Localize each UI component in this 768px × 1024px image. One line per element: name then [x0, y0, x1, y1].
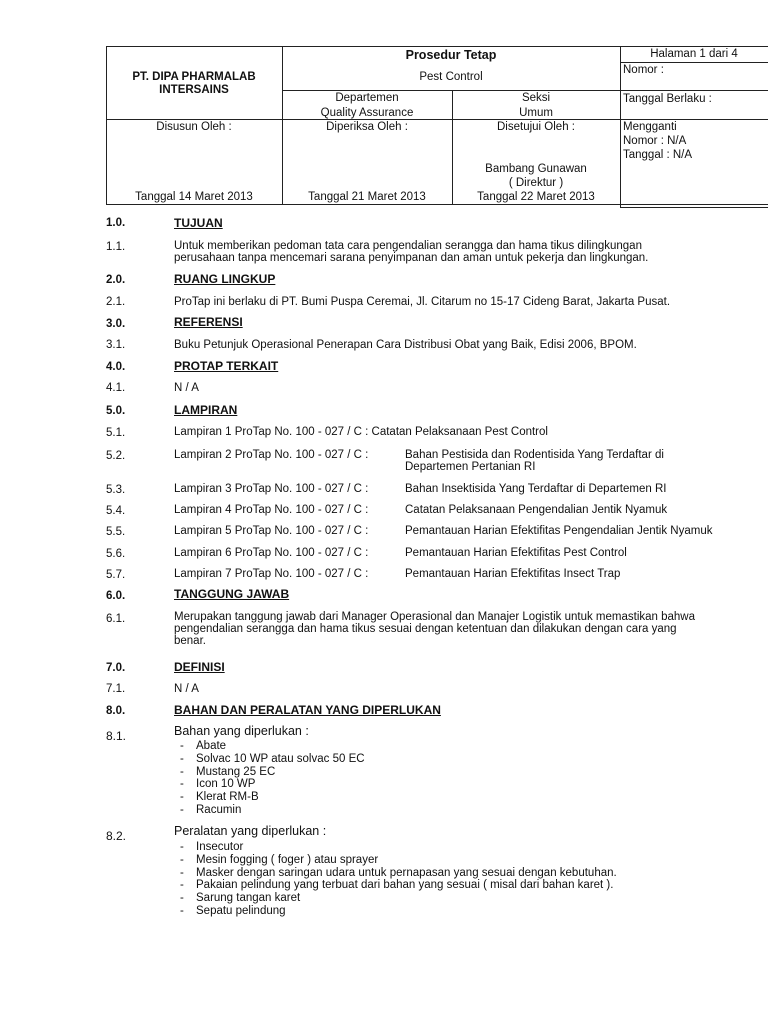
list-item	[174, 766, 365, 779]
clause-number: 5.6.	[106, 548, 126, 560]
bullet-dash: -	[180, 791, 184, 804]
list-item	[174, 740, 365, 753]
section-heading-tujuan: TUJUAN	[174, 216, 223, 230]
list-item	[174, 753, 365, 766]
list-item-text: Klerat RM-B	[196, 791, 259, 804]
approver-title: ( Direktur )	[508, 177, 564, 189]
clause-number: 5.4.	[106, 505, 126, 517]
bullet-dash: -	[180, 892, 184, 905]
clause-text-line: perusahaan tanpa mencemari sarana penyimpanan dan aman untuk pekerja dan lingkungan.	[174, 252, 649, 264]
attachment-prefix: Lampiran 6 ProTap No. 100 - 027 / C :	[174, 547, 369, 559]
bullet-dash: -	[180, 841, 184, 853]
diperiksa-label: Diperiksa Oleh :	[326, 121, 408, 133]
section-number: 1.0.	[106, 217, 126, 229]
section-number: 7.0.	[106, 662, 126, 674]
list-item-text: Mustang 25 EC	[196, 765, 276, 778]
list-item-text: Solvac 10 WP atau solvac 50 EC	[196, 752, 365, 765]
clause-number: 8.2.	[106, 829, 127, 843]
dept-value: Quality Assurance	[320, 107, 414, 119]
list-item	[174, 879, 617, 892]
attachment-item: Lampiran 1 ProTap No. 100 - 027 / C : Catatan Pelaksanaan Pest Control	[174, 426, 548, 438]
attachment-prefix: Lampiran 3 ProTap No. 100 - 027 / C :	[174, 483, 369, 495]
list-item	[174, 778, 365, 791]
disusun-date: Tanggal 14 Maret 2013	[135, 191, 253, 203]
clause-text-line: Untuk memberikan pedoman tata cara pengendalian serangga dan hama tikus dilingkungan	[174, 240, 642, 252]
disusun-label: Disusun Oleh :	[156, 121, 232, 133]
clause-text-line: pengendalian serangga dan hama tikus sesuai dengan ketentuan dan dilakukan dengan cara yang	[174, 623, 677, 635]
attachment-desc: Pemantauan Harian Efektifitas Pengendalian Jentik Nyamuk	[405, 525, 713, 537]
clause-number: 7.1.	[106, 683, 126, 695]
attachment-desc: Pemantauan Harian Efektifitas Pest Control	[405, 547, 627, 559]
attachment-prefix: Lampiran 2 ProTap No. 100 - 027 / C :	[174, 449, 369, 461]
list-item-text: Pakaian pelindung yang terbuat dari bahan yang sesuai ( misal dari bahan karet ).	[196, 879, 614, 892]
approver-name: Bambang Gunawan	[485, 163, 587, 175]
doc-title: Pest Control	[419, 71, 483, 83]
attachment-prefix: Lampiran 7 ProTap No. 100 - 027 / C :	[174, 568, 369, 580]
seksi-label: Seksi	[521, 92, 551, 104]
section-number: 6.0.	[106, 590, 126, 602]
attachment-desc: Catatan Pelaksanaan Pengendalian Jentik Nyamuk	[405, 504, 668, 516]
attachment-desc: Pemantauan Harian Efektifitas Insect Trap	[405, 568, 621, 580]
diperiksa-date: Tanggal 21 Maret 2013	[308, 191, 426, 203]
bullet-dash: -	[180, 866, 184, 879]
list-item	[174, 867, 617, 880]
clause-number: 1.1.	[106, 241, 126, 253]
disetujui-date: Tanggal 22 Maret 2013	[477, 191, 595, 203]
clause-number: 5.5.	[106, 526, 126, 538]
bullet-dash: -	[180, 765, 184, 778]
list-item	[174, 905, 617, 918]
clause-text: ProTap ini berlaku di PT. Bumi Puspa Ceremai, Jl. Citarum no 15-17 Cideng Barat, Jakarta Pusat.	[174, 296, 671, 308]
list-item	[174, 854, 617, 867]
bullet-dash: -	[180, 879, 184, 892]
attachment-prefix: Lampiran 4 ProTap No. 100 - 027 / C :	[174, 504, 369, 516]
list-item-text: Masker dengan saringan udara untuk pernapasan yang sesuai dengan kebutuhan.	[196, 866, 617, 879]
disetujui-label: Disetujui Oleh :	[497, 121, 575, 133]
section-number: 4.0.	[106, 361, 126, 373]
header-table	[106, 46, 768, 206]
list-item	[174, 841, 617, 854]
section-number: 3.0.	[106, 318, 126, 330]
bahan-list	[174, 740, 365, 817]
section-heading-protap-terkait: PROTAP TERKAIT	[174, 359, 279, 373]
list-item-text: Icon 10 WP	[196, 778, 256, 791]
clause-number: 4.1.	[106, 382, 126, 394]
attachment-desc: Bahan Insektisida Yang Terdaftar di Departemen RI	[405, 483, 667, 495]
list-item-text: Sarung tangan karet	[196, 892, 301, 905]
nomor-label: Nomor :	[623, 64, 664, 76]
table-rule	[620, 207, 768, 208]
clause-number: 2.1.	[106, 296, 126, 308]
list-item	[174, 892, 617, 905]
list-item-text: Sepatu pelindung	[196, 904, 286, 917]
attachment-desc-line: Bahan Pestisida dan Rodentisida Yang Terdaftar di	[405, 449, 664, 461]
list-item	[174, 804, 365, 817]
company-name-line2: INTERSAINS	[159, 84, 229, 96]
list-item-text: Racumin	[196, 803, 242, 816]
clause-text: N / A	[174, 683, 199, 695]
clause-number: 5.2.	[106, 450, 126, 462]
clause-number: 3.1.	[106, 339, 126, 351]
clause-number: 6.1.	[106, 613, 126, 625]
clause-number: 5.3.	[106, 484, 126, 496]
bullet-dash: -	[180, 904, 184, 917]
clause-text-line: benar.	[174, 635, 206, 647]
clause-number: 5.7.	[106, 569, 126, 581]
bullet-dash: -	[180, 803, 184, 816]
section-number: 5.0.	[106, 405, 126, 417]
section-heading-ruang-lingkup: RUANG LINGKUP	[174, 272, 276, 286]
list-item-text: Mesin fogging ( foger ) atau sprayer	[196, 853, 379, 866]
page-indicator: Halaman 1 dari 4	[650, 48, 738, 60]
section-number: 8.0.	[106, 705, 126, 717]
bullet-dash: -	[180, 740, 184, 752]
section-heading-referensi: REFERENSI	[174, 315, 243, 329]
section-heading-definisi: DEFINISI	[174, 660, 225, 674]
section-heading-tanggung-jawab: TANGGUNG JAWAB	[174, 587, 290, 601]
list-item-text: Insecutor	[196, 841, 244, 853]
doc-type: Prosedur Tetap	[405, 48, 497, 62]
clause-number: 5.1.	[106, 427, 126, 439]
bullet-dash: -	[180, 778, 184, 791]
clause-text: Bahan yang diperlukan :	[174, 724, 309, 738]
section-number: 2.0.	[106, 274, 126, 286]
list-item-text: Abate	[196, 740, 227, 752]
table-border-bottom	[106, 204, 768, 205]
mengganti-nomor: Nomor : N/A	[623, 135, 687, 147]
tanggal-berlaku-label: Tanggal Berlaku :	[623, 93, 712, 105]
mengganti-tanggal: Tanggal : N/A	[623, 149, 693, 161]
clause-text-line: Merupakan tanggung jawab dari Manager Operasional dan Manajer Logistik untuk memastikan bahwa	[174, 611, 696, 623]
bullet-dash: -	[180, 853, 184, 866]
mengganti-label: Mengganti	[623, 121, 677, 133]
seksi-value: Umum	[519, 107, 553, 119]
clause-text: Buku Petunjuk Operasional Penerapan Cara Distribusi Obat yang Baik, Edisi 2006, BPOM.	[174, 339, 637, 351]
peralatan-list	[174, 841, 617, 918]
company-name-line1: PT. DIPA PHARMALAB	[132, 71, 256, 83]
clause-text: N / A	[174, 382, 199, 394]
attachment-desc-line: Departemen Pertanian RI	[405, 461, 536, 473]
clause-number: 8.1.	[106, 729, 127, 743]
section-heading-bahan-peralatan: BAHAN DAN PERALATAN YANG DIPERLUKAN	[174, 703, 441, 717]
dept-label: Departemen	[335, 92, 399, 104]
clause-text: Peralatan yang diperlukan :	[174, 824, 327, 838]
bullet-dash: -	[180, 752, 184, 765]
attachment-prefix: Lampiran 5 ProTap No. 100 - 027 / C :	[174, 525, 369, 537]
list-item	[174, 791, 365, 804]
section-heading-lampiran: LAMPIRAN	[174, 403, 238, 417]
table-rule	[620, 46, 621, 208]
